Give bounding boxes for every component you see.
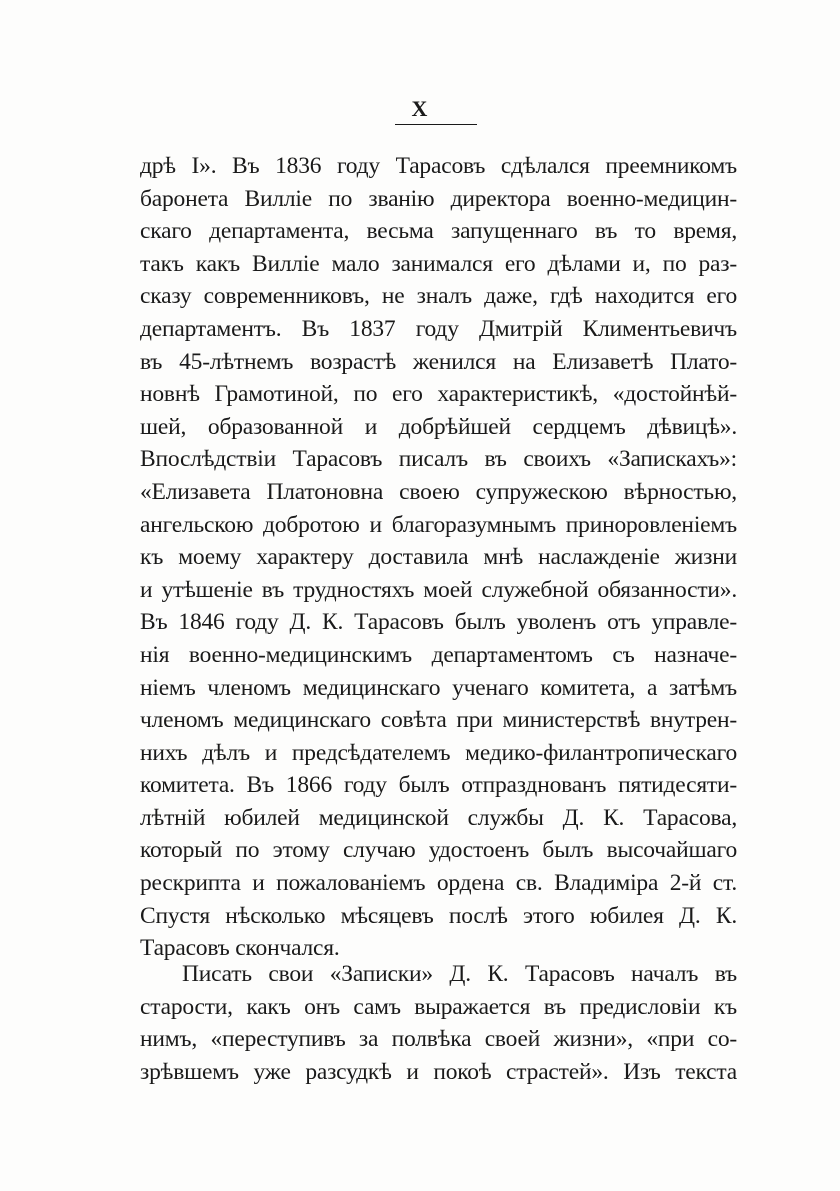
text-line: новнѣ Грамотиной, по его характеристикѣ, «достойнѣй-	[140, 381, 737, 408]
text-line: шей, образованной и добрѣйшей сердцемъ дѣвицѣ».	[140, 413, 737, 440]
header-rule	[395, 124, 477, 125]
text-line: комитета. Въ 1866 году былъ отпразднованъ пятидесяти-	[140, 772, 737, 799]
page-number: X	[411, 96, 429, 121]
text-line: Писать свои «Записки» Д. К. Тарасовъ началъ въ	[182, 961, 737, 987]
text-line: Тарасовъ скончался.	[140, 935, 340, 962]
text-line: баронета Виллie по званію директора военно-медицин-	[140, 185, 737, 212]
text-line: такъ какъ Виллie мало занимался его дѣлами и, по раз-	[140, 250, 737, 277]
text-line: дрѣ I». Въ 1836 году Тарасовъ сдѣлался преемникомъ	[140, 153, 737, 179]
text-line: и утѣшеніе въ трудностяхъ моей служебной обязанности».	[140, 576, 737, 603]
text-line: ангельскою добротою и благоразумнымъ приноровленіемъ	[140, 511, 737, 538]
text-line: къ моему характеру доставила мнѣ наслажденіе жизни	[140, 544, 737, 571]
text-line: нимъ, «переступивъ за полвѣка своей жизни», «при со-	[140, 1026, 737, 1053]
text-line: зрѣвшемъ уже разсудкѣ и покоѣ страстей». Изъ текста	[140, 1058, 737, 1085]
text-line: который по этому случаю удостоенъ былъ высочайшаго	[140, 837, 737, 864]
text-line: лѣтній юбилей медицинской службы Д. К. Тарасова,	[140, 804, 737, 831]
text-line: сказу современниковъ, не зналъ даже, гдѣ находится его	[140, 283, 737, 310]
text-line: нихъ дѣлъ и предсѣдателемъ медико-филантропическаго	[140, 739, 737, 766]
paragraph-2	[140, 958, 737, 1088]
text-line: рескрипта и пожалованіемъ ордена св. Владиміра 2-й ст.	[140, 870, 737, 897]
text-line: Впослѣдствіи Тарасовъ писалъ въ своихъ «Запискахъ»:	[140, 446, 737, 473]
text-line: въ 45-лѣтнемъ возрастѣ женился на Елизаветѣ Плато-	[140, 348, 737, 375]
text-line: Въ 1846 году Д. К. Тарасовъ былъ уволенъ отъ управле-	[140, 609, 737, 636]
text-line: департаментъ. Въ 1837 году Дмитрій Климентьевичъ	[140, 315, 737, 342]
text-line: Спустя нѣсколько мѣсяцевъ послѣ этого юбилея Д. К.	[140, 902, 737, 929]
text-line: «Елизавета Платоновна своею супружескою вѣрностью,	[140, 478, 737, 505]
text-line: старости, какъ онъ самъ выражается въ предисловіи къ	[140, 993, 737, 1020]
text-line: ніемъ членомъ медицинскаго ученаго комитета, а затѣмъ	[140, 674, 737, 701]
text-line: нія военно-медицинскимъ департаментомъ съ назначе-	[140, 641, 737, 668]
paragraph-1	[140, 150, 737, 965]
text-line: членомъ медицинскаго совѣта при министерствѣ внутрен-	[140, 707, 737, 734]
text-line: скаго департамента, весьма запущеннаго въ то время,	[140, 218, 737, 245]
